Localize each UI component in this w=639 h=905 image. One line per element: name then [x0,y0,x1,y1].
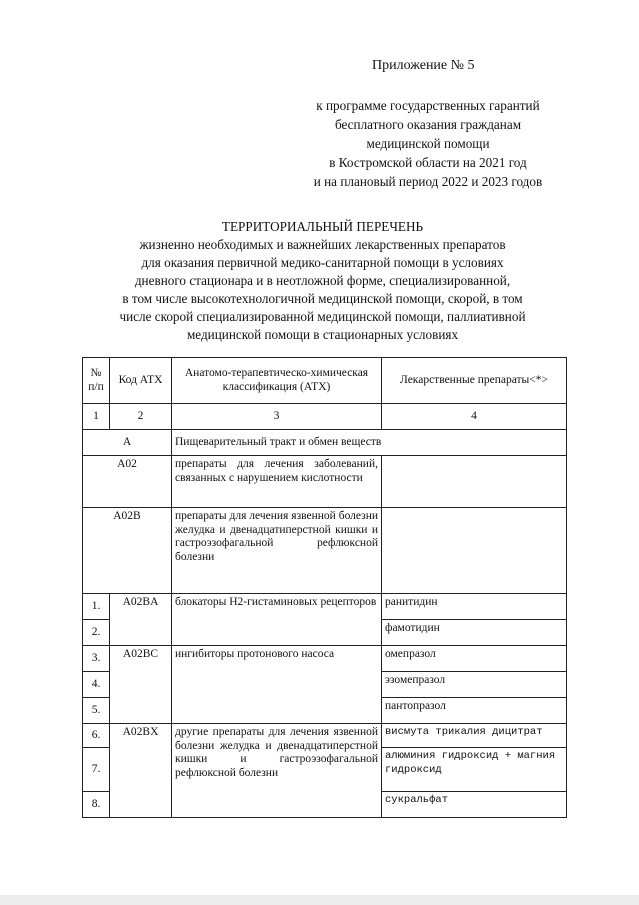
subtitle-line: и на плановый период 2022 и 2023 годов [313,174,543,189]
atc-class: Пищеварительный тракт и обмен веществ [172,430,567,456]
subtitle-line: к программе государственных гарантий [316,98,540,113]
atc-code: A02BA [110,594,172,646]
table-header-row [83,358,567,404]
drug-name: омепразол [382,646,567,672]
drug-name: ранитидин [382,594,567,620]
atc-class: блокаторы H2-гистаминовых рецепторов [172,594,382,646]
atc-class: препараты для лечения язвенной болезни желудка и двенадцатиперстной кишки и гастроэзофагальной рефлюксной болезни [172,508,382,594]
title-heading: ТЕРРИТОРИАЛЬНЫЙ ПЕРЕЧЕНЬ [221,219,424,234]
atc-class: ингибиторы протонового насоса [172,646,382,724]
subtitle-line: медицинской помощи [366,136,490,151]
appendix-subtitle [278,96,578,191]
table-row [83,456,567,508]
column-number: 2 [110,404,172,430]
column-number-row [83,404,567,430]
row-number: 1. [83,594,110,620]
viewer-bottom-edge [0,895,639,905]
title-line: числе скорой специализированной медицинской помощи, паллиативной [119,309,526,324]
atc-code: A02BC [110,646,172,724]
drug-name: висмута трикалия дицитрат [382,724,567,748]
drug-name: алюминия гидроксид + магния гидроксид [382,748,567,792]
drug-list-table [82,357,567,818]
column-number: 4 [382,404,567,430]
atc-class: препараты для лечения заболеваний, связанных с нарушением кислотности [172,456,382,508]
header-class: Анатомо-терапевтическо-химическая классификация (АТХ) [172,358,382,404]
column-number: 1 [83,404,110,430]
row-number: 8. [83,792,110,818]
appendix-title: Приложение № 5 [372,58,475,73]
header-code: Код АТХ [110,358,172,404]
title-line: дневного стационара и в неотложной форме, специализированной, [134,273,511,288]
row-number: 5. [83,698,110,724]
drug-cell [382,508,567,594]
atc-code: A02BX [110,724,172,818]
row-number: 7. [83,748,110,792]
header-num: № п/п [83,358,110,404]
row-number: 6. [83,724,110,748]
header-drugs: Лекарственные препараты<*> [382,358,567,404]
atc-code: A02B [83,508,172,594]
table-row [83,594,567,620]
atc-code: A [83,430,172,456]
title-line: в том числе высокотехнологичной медицинской помощи, скорой, в том [122,291,523,306]
row-number: 2. [83,620,110,646]
subtitle-line: в Костромской области на 2021 год [329,155,527,170]
table-row [83,724,567,748]
title-line: для оказания первичной медико-санитарной помощи в условиях [141,255,504,270]
title-line: жизненно необходимых и важнейших лекарственных препаратов [139,237,506,252]
row-number: 3. [83,646,110,672]
drug-cell [382,456,567,508]
drug-name: фамотидин [382,620,567,646]
drug-name: сукральфат [382,792,567,818]
atc-class: другие препараты для лечения язвенной болезни желудка и двенадцатиперстной кишки и гастроэзофагальной рефлюксной болезни [172,724,382,818]
drug-name: эзомепразол [382,672,567,698]
title-line: медицинской помощи в стационарных условиях [186,327,459,342]
document-title [60,218,585,344]
table-row [83,430,567,456]
table-row [83,508,567,594]
table-row [83,646,567,672]
drug-name: пантопразол [382,698,567,724]
column-number: 3 [172,404,382,430]
row-number: 4. [83,672,110,698]
subtitle-line: бесплатного оказания гражданам [334,117,522,132]
atc-code: A02 [83,456,172,508]
